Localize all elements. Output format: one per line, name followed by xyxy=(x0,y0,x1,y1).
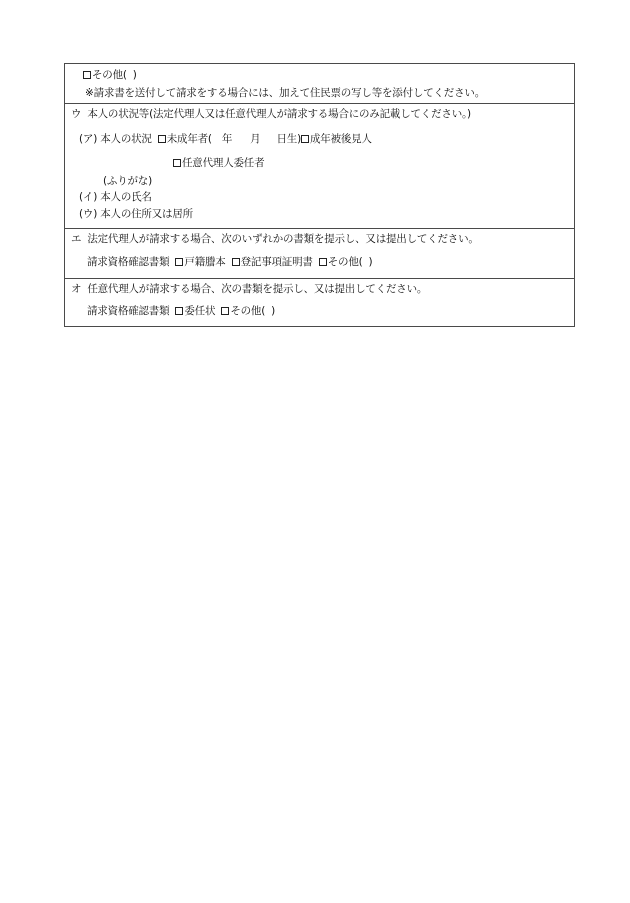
principal-status-heading: ウ 本人の状況等(法定代理人又は任意代理人が請求する場合にのみ記載してください。) xyxy=(71,108,471,120)
legal-representative-section xyxy=(65,228,574,278)
legal-doc-label: 請求資格確認書類 xyxy=(87,256,170,268)
voluntary-representative-section xyxy=(65,278,574,326)
other-document-label: その他( xyxy=(92,69,127,81)
mail-request-note: ※請求書を送付して請求をする場合には、加えて住民票の写し等を添付してください。 xyxy=(85,87,485,99)
adult-ward-checkbox[interactable] xyxy=(301,135,309,143)
minor-label: 未成年者( xyxy=(166,133,212,145)
principal-name-label: (イ) 本人の氏名 xyxy=(79,191,152,203)
voluntary-representative-heading: オ 任意代理人が請求する場合、次の書類を提示し、又は提出してください。 xyxy=(71,283,428,295)
legal-other-label: その他( xyxy=(327,256,363,268)
adult-ward-label: 成年被後見人 xyxy=(309,133,372,145)
voluntary-other-label: その他( xyxy=(230,305,266,317)
principal-label: 任意代理人委任者 xyxy=(182,157,265,169)
minor-checkbox[interactable] xyxy=(158,135,166,143)
registry-label: 登記事項証明書 xyxy=(240,256,313,268)
principal-status-section xyxy=(65,103,574,228)
furigana-label: (ふりがな) xyxy=(103,175,152,187)
principal-status-label: (ア) 本人の状況 xyxy=(79,133,152,145)
legal-representative-documents: 請求資格確認書類 戸籍謄本 登記事項証明書 その他( ) xyxy=(87,256,373,268)
koseki-label: 戸籍謄本 xyxy=(184,256,226,268)
voluntary-representative-documents: 請求資格確認書類 委任状 その他( ) xyxy=(87,305,276,317)
principal-checkbox[interactable] xyxy=(173,159,181,167)
other-document-checkbox[interactable] xyxy=(83,71,91,79)
proxy-label: 委任状 xyxy=(184,305,216,317)
voluntary-other-checkbox[interactable] xyxy=(221,307,229,315)
voluntary-doc-label: 請求資格確認書類 xyxy=(87,305,170,317)
proxy-checkbox[interactable] xyxy=(175,307,183,315)
legal-other-checkbox[interactable] xyxy=(319,258,327,266)
identity-document-section xyxy=(65,64,574,103)
koseki-checkbox[interactable] xyxy=(175,258,183,266)
legal-representative-heading: エ 法定代理人が請求する場合、次のいずれかの書類を提示し、又は提出してください。 xyxy=(71,233,479,245)
registry-checkbox[interactable] xyxy=(232,258,240,266)
principal-address-label: (ウ) 本人の住所又は居所 xyxy=(79,208,193,220)
request-form-table xyxy=(64,63,575,327)
principal-status-row: (ア) 本人の状況 未成年者( 年 月 日生) 成年被後見人 xyxy=(79,133,372,145)
principal-option-row xyxy=(173,156,264,170)
other-document-option: その他( ) xyxy=(83,68,137,82)
